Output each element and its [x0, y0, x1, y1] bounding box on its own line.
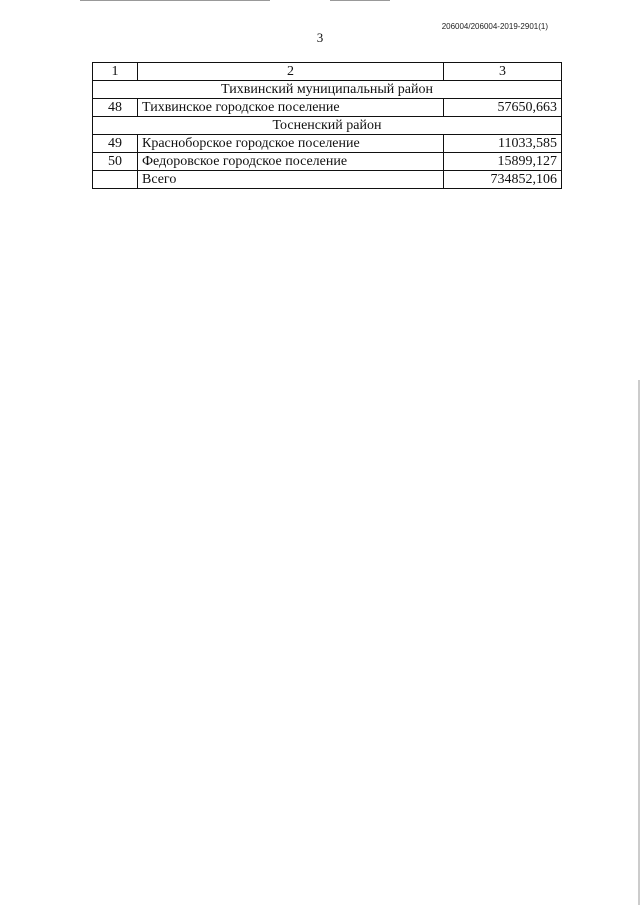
table-row	[93, 135, 562, 153]
row-number: 50	[93, 153, 138, 171]
settlement-name: Красноборское городское поселение	[138, 135, 444, 153]
amount-value: 11033,585	[444, 135, 562, 153]
total-value: 734852,106	[444, 171, 562, 189]
budget-table	[92, 62, 562, 189]
total-row	[93, 171, 562, 189]
section-title: Тихвинский муниципальный район	[93, 81, 562, 99]
table-header-row	[93, 63, 562, 81]
amount-value: 15899,127	[444, 153, 562, 171]
scan-top-rule	[80, 0, 270, 1]
settlement-name: Федоровское городское поселение	[138, 153, 444, 171]
section-title: Тосненский район	[93, 117, 562, 135]
total-number	[93, 171, 138, 189]
row-number: 48	[93, 99, 138, 117]
column-header-name: 2	[138, 63, 444, 81]
row-number: 49	[93, 135, 138, 153]
section-row	[93, 81, 562, 99]
total-label: Всего	[138, 171, 444, 189]
table-row	[93, 153, 562, 171]
column-header-number: 1	[93, 63, 138, 81]
document-code: 206004/206004-2019-2901(1)	[441, 22, 548, 31]
amount-value: 57650,663	[444, 99, 562, 117]
page-number: 3	[316, 30, 324, 45]
settlement-name: Тихвинское городское поселение	[138, 99, 444, 117]
section-row	[93, 117, 562, 135]
scan-top-rule	[330, 0, 390, 1]
column-header-value: 3	[444, 63, 562, 81]
table-row	[93, 99, 562, 117]
